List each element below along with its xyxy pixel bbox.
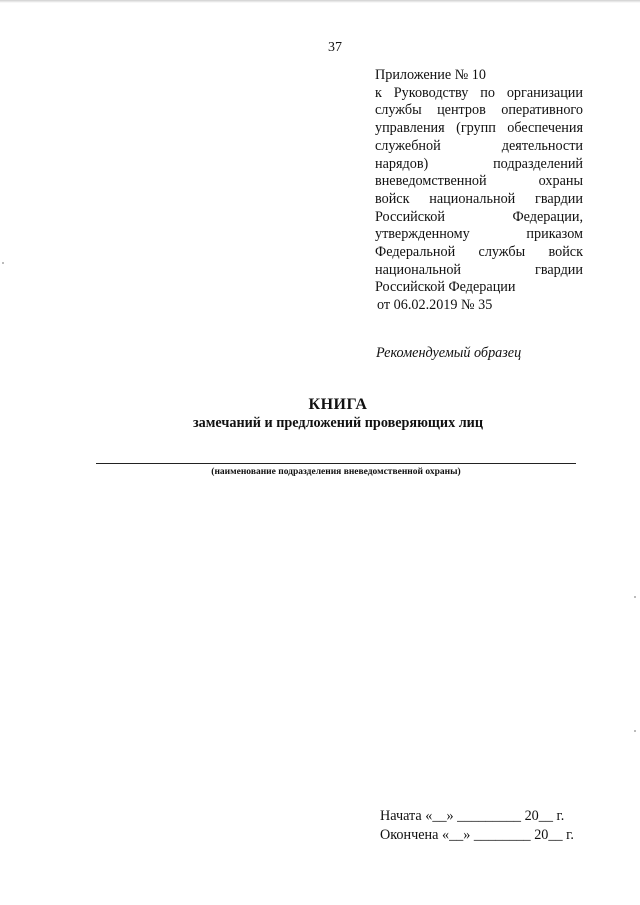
appendix-line	[375, 191, 583, 209]
appendix-word: службы	[478, 244, 526, 261]
subdivision-name-line	[96, 463, 576, 464]
appendix-word: войск	[548, 244, 583, 261]
appendix-word: охраны	[538, 173, 583, 190]
appendix-word: по	[480, 84, 495, 101]
book-title: КНИГА	[308, 396, 368, 413]
appendix-block	[375, 67, 583, 315]
appendix-word: от 06.02.2019 № 35	[377, 297, 493, 314]
appendix-line	[375, 156, 583, 174]
book-subtitle: замечаний и предложений проверяющих лиц	[192, 415, 484, 431]
appendix-word: организации	[506, 84, 583, 101]
appendix-word: войск	[375, 190, 410, 207]
appendix-line	[375, 262, 583, 280]
appendix-line	[375, 297, 583, 315]
appendix-word: центров	[437, 102, 486, 119]
date-started: Начата «__» _________ 20__ г.	[380, 808, 565, 824]
appendix-word: Российской	[375, 208, 445, 225]
appendix-line	[375, 67, 583, 85]
date-finished: Окончена «__» ________ 20__ г.	[380, 827, 574, 843]
appendix-word: гвардии	[535, 261, 583, 278]
appendix-word: оперативного	[501, 102, 583, 119]
appendix-word: управления	[375, 120, 445, 137]
appendix-line	[375, 226, 583, 244]
appendix-word: Федеральной	[375, 244, 456, 261]
scan-speck	[634, 596, 636, 598]
appendix-word: нарядов)	[375, 155, 429, 172]
appendix-line	[375, 209, 583, 227]
appendix-word: служебной	[375, 137, 441, 154]
subdivision-name-caption: (наименование подразделения вневедомственной охраны)	[211, 467, 461, 477]
scan-speck	[634, 730, 636, 732]
appendix-line	[375, 120, 583, 138]
appendix-word: деятельности	[501, 137, 583, 154]
appendix-word: подразделений	[493, 155, 583, 172]
appendix-word: утвержденному	[375, 226, 470, 243]
appendix-line	[375, 279, 583, 297]
scan-speck	[2, 262, 4, 264]
appendix-word: Федерации,	[512, 208, 583, 225]
appendix-line	[375, 102, 583, 120]
appendix-word: Руководству	[393, 84, 469, 101]
appendix-word: (групп	[456, 120, 496, 137]
appendix-word: вневедомственной	[375, 173, 487, 190]
appendix-line	[375, 173, 583, 191]
appendix-line	[375, 85, 583, 103]
appendix-word: национальной	[429, 190, 516, 207]
appendix-word: службы	[375, 102, 422, 119]
appendix-line	[375, 244, 583, 262]
appendix-line	[375, 138, 583, 156]
scan-top-edge	[0, 0, 640, 3]
appendix-word: Российской Федерации	[375, 279, 516, 296]
page-number: 37	[328, 40, 342, 55]
appendix-word: к	[375, 84, 382, 101]
appendix-word: Приложение № 10	[375, 67, 486, 83]
appendix-word: обеспечения	[507, 120, 583, 137]
sample-label: Рекомендуемый образец	[376, 345, 522, 361]
appendix-word: гвардии	[535, 190, 583, 207]
appendix-word: национальной	[375, 261, 462, 278]
dates-block	[380, 807, 574, 845]
appendix-word: приказом	[526, 226, 583, 243]
